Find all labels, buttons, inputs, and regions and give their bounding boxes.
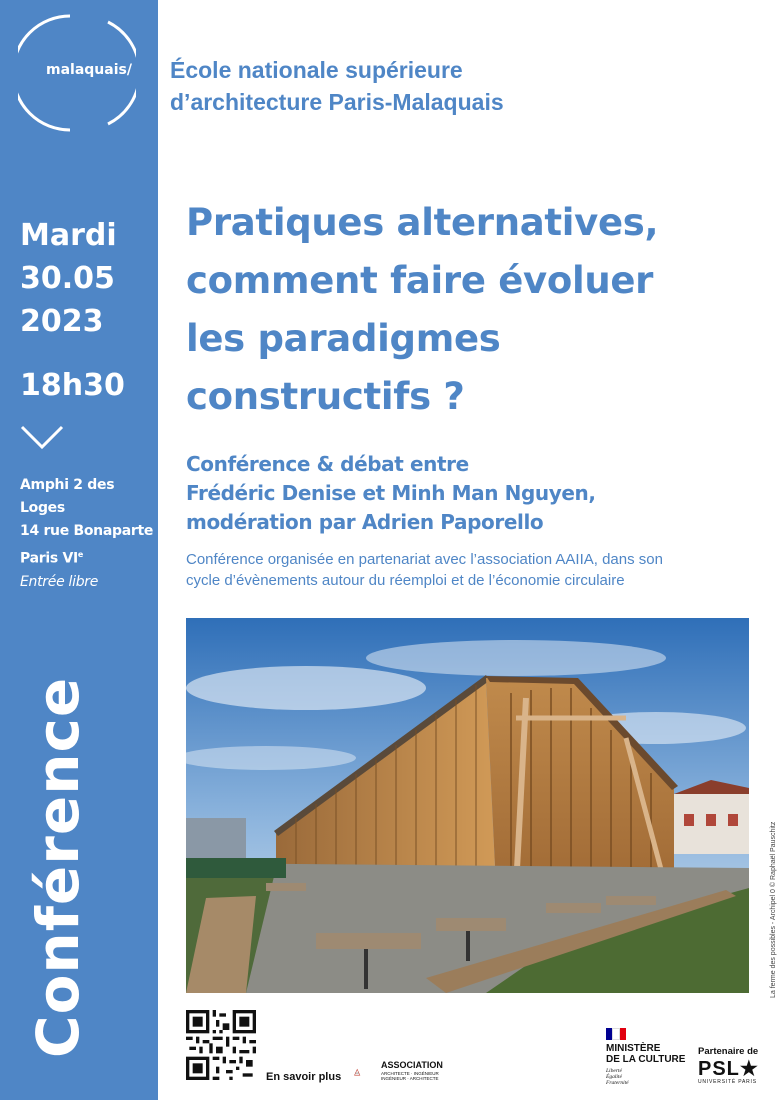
aaiia-logo-icon <box>354 1058 378 1086</box>
more-info-link[interactable]: En savoir plus <box>266 1071 342 1083</box>
association-name: ASSOCIATION <box>381 1060 443 1070</box>
psl-logo: PSL★ <box>698 1058 759 1080</box>
event-date <box>20 214 117 343</box>
psl-partner-block <box>698 1046 768 1085</box>
qr-code-icon[interactable] <box>186 1010 256 1080</box>
building-photo <box>186 618 749 993</box>
event-day: Mardi <box>20 218 117 253</box>
subtitle-line3: modération par Adrien Paporello <box>186 510 544 534</box>
title-line2: comment faire évoluer <box>186 259 654 302</box>
venue-room: Amphi 2 des Loges <box>20 477 115 516</box>
ministry-name <box>606 1043 696 1065</box>
marianne-flag-icon <box>606 1028 626 1040</box>
description <box>186 549 756 591</box>
subtitle <box>186 450 766 537</box>
subtitle-line2: Frédéric Denise et Minh Man Nguyen, <box>186 481 596 505</box>
association-subtitle <box>381 1071 451 1081</box>
ministry-line1: MINISTÈRE <box>606 1043 661 1054</box>
ministry-line2: DE LA CULTURE <box>606 1054 686 1065</box>
venue-city <box>20 543 158 571</box>
psl-university-label: UNIVERSITÉ PARIS <box>698 1079 757 1085</box>
ministry-motto <box>606 1068 696 1086</box>
event-venue <box>20 474 158 594</box>
school-name-line1: École nationale supérieure <box>170 57 463 83</box>
ministry-logo <box>606 1028 696 1086</box>
event-year: 2023 <box>20 304 104 339</box>
ministry-motto1: Liberté <box>606 1068 622 1074</box>
title-line4: constructifs ? <box>186 375 465 418</box>
venue-street: 14 rue Bonaparte <box>20 523 154 539</box>
subtitle-line1: Conférence & débat entre <box>186 452 469 476</box>
venue-city-name: Paris VI <box>20 550 78 567</box>
association-sub1: ARCHITECTE · INGÉNIEUR <box>381 1071 439 1076</box>
building-photo-illustration <box>186 618 749 993</box>
event-category: Conférence <box>24 676 92 1058</box>
malaquais-logo-text: malaquais/ <box>46 62 132 78</box>
description-line2: cycle d’évènements autour du réemploi et de l’économie circulaire <box>186 572 625 589</box>
school-name <box>170 54 504 118</box>
event-date-day-month: 30.05 <box>20 261 115 296</box>
school-name-line2: d’architecture Paris-Malaquais <box>170 89 504 115</box>
association-sub2: INGÉNIEUR · ARCHITECTE <box>381 1076 439 1081</box>
partner-label: Partenaire de <box>698 1046 759 1057</box>
sidebar <box>0 0 158 1100</box>
event-time: 18h30 <box>20 368 125 403</box>
ministry-motto3: Fraternité <box>606 1080 629 1086</box>
ministry-motto2: Égalité <box>606 1074 622 1080</box>
entry-info: Entrée libre <box>20 573 99 590</box>
chevron-down-icon <box>20 424 64 450</box>
venue-city-sup: e <box>77 550 84 559</box>
photo-credit: La ferme des possibles - Archipel 0 © Raphaël Pauschitz <box>770 821 777 998</box>
title-line3: les paradigmes <box>186 317 501 360</box>
description-line1: Conférence organisée en partenariat avec l’association AAIIA, dans son <box>186 551 663 568</box>
title-line1: Pratiques alternatives, <box>186 201 659 244</box>
page-title <box>186 194 766 426</box>
